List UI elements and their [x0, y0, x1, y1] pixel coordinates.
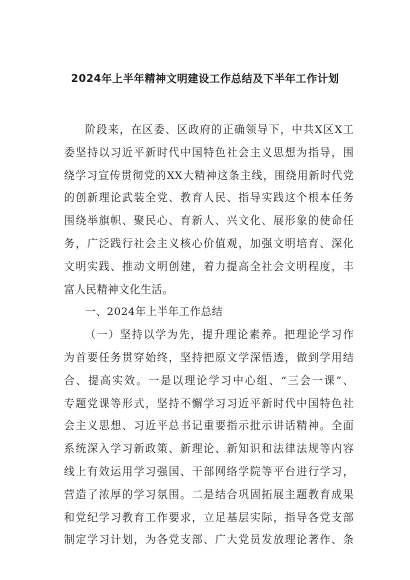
paragraph-line: 制定学习计划，为各党支部、广大党员发放理论著作、条	[64, 534, 354, 547]
paragraph-line: 富人民精神文化生活。	[64, 283, 174, 296]
document-title: 2024年上半年精神文明建设工作总结及下半年工作计划	[70, 73, 340, 85]
document-body	[64, 119, 354, 552]
paragraph-line: 合、提高实效。一是以理论学习中心组、“三会一课”、	[64, 374, 354, 387]
paragraph-line: 务，广泛践行社会主义核心价值观，加强文明培育、深化	[64, 237, 354, 250]
paragraph-line: 围绕举旗帜、聚民心、育新人、兴文化、展形象的使命任	[64, 215, 354, 228]
paragraph-line: 为首要任务贯穿始终，坚持把原文学深悟透，做到学用结	[64, 351, 354, 364]
paragraph-line: 阶段来，在区委、区政府的正确领导下，中共X区X工	[85, 124, 354, 136]
paragraph-line: 系统深入学习新政策、新理论、新知识和法律法规等内容	[64, 443, 354, 456]
paragraph-line: 绕学习宣传贯彻党的XX大精神这条主线，围绕用新时代党	[64, 169, 354, 182]
section-heading: 一、2024年上半年工作总结	[85, 306, 223, 319]
paragraph-line: 营造了浓厚的学习氛围。二是结合巩固拓展主题教育成果	[64, 488, 354, 501]
paragraph-line: 专题党课等形式，坚持不懈学习习近平新时代中国特色社	[64, 397, 354, 410]
paragraph-line: （一）坚持以学为先，提升理论素养。把理论学习作	[85, 329, 354, 342]
paragraph-line: 文明实践、推动文明创建，着力提高全社会文明程度，丰	[64, 260, 354, 273]
paragraph-line: 会主义思想、习近平总书记重要指示批示讲话精神。全面	[64, 420, 354, 433]
paragraph-line: 的创新理论武装全党、教育人民、指导实践这个根本任务	[64, 192, 354, 205]
paragraph-line: 委坚持以习近平新时代中国特色社会主义思想为指导，围	[64, 146, 354, 159]
paragraph-line: 线上有效运用学习强国、干部网络学院等平台进行学习，	[64, 465, 354, 478]
paragraph-line: 和党纪学习教育工作要求，立足基层实际，指导各党支部	[64, 511, 354, 524]
